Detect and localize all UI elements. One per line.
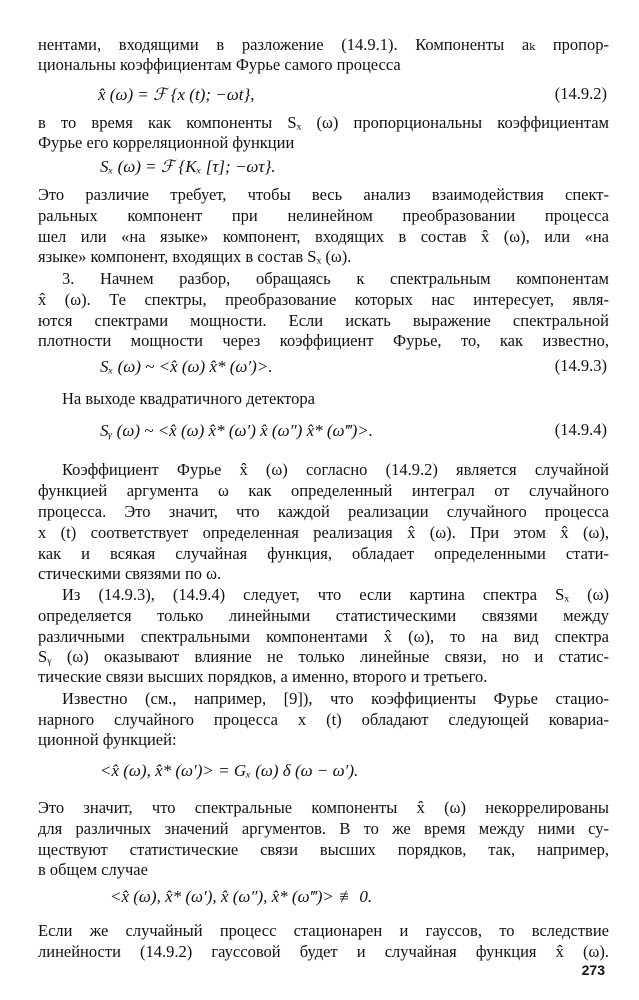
text-line: Из (14.9.3), (14.9.4) следует, что если картина спектра Sₓ (ω) xyxy=(62,585,609,604)
text-line: ществуют статистические связи высших порядков, так, например, xyxy=(38,840,609,859)
text-line: ральных компонент при нелинейном преобразовании процесса xyxy=(38,206,609,225)
text-line: циональны коэффициентам Фурье самого процесса xyxy=(38,55,401,74)
text-line: функцией аргумента ω как определенный интеграл от случайного xyxy=(38,481,609,500)
text-line: плотности мощности через коэффициент Фурье, то, как известно, xyxy=(38,331,609,350)
text-line: нарного случайного процесса x (t) обладают следующей ковариа- xyxy=(38,710,609,729)
text-line: для различных значений аргументов. В то же время между ними су- xyxy=(38,819,609,838)
text-line: шел или «на языке» компонент, входящих в состав x̂ (ω), или «на xyxy=(38,227,609,246)
text-line: ционной функцией: xyxy=(38,730,177,749)
text-line: как и всякая случайная функция, обладает определенными стати- xyxy=(38,544,609,563)
text-line: Коэффициент Фурье x̂ (ω) согласно (14.9.2) является случайной xyxy=(62,460,609,479)
text-line: На выходе квадратичного детектора xyxy=(62,389,315,408)
text-line: Если же случайный процесс стационарен и гауссов, то вследствие xyxy=(38,921,609,940)
text-line: определяется только линейными статистическими связями между xyxy=(38,606,609,625)
text-line: в общем случае xyxy=(38,860,148,879)
text-line: нентами, входящими в разложение (14.9.1). Компоненты aₖ пропор- xyxy=(38,35,609,54)
formula-fourier-s: Sₓ (ω) = ℱ {Kₓ [τ]; −ωτ}. xyxy=(100,157,276,176)
text-line: 3. Начнем разбор, обращаясь к спектральным компонентам xyxy=(62,269,609,288)
page-number: 273 xyxy=(581,962,605,978)
text-line: Sᵧ (ω) оказывают влияние не только линейные связи, но и статис- xyxy=(38,647,609,666)
text-line: стическими связями по ω. xyxy=(38,564,222,583)
text-line: Это значит, что спектральные компоненты x̂ (ω) некоррелированы xyxy=(38,798,609,817)
text-line: различными спектральными компонентами x̂ (ω), то на вид спектра xyxy=(38,627,609,646)
text-line: ются спектрами мощности. Если искать выражение спектральной xyxy=(38,311,609,330)
text-line: в то время как компоненты Sₓ (ω) пропорциональны коэффициентам xyxy=(38,113,609,132)
formula-fourier-x: x̂ (ω) = ℱ {x (t); −ωt}, xyxy=(98,85,255,104)
text-line: Фурье его корреляционной функции xyxy=(38,133,295,152)
formula-spectrum-y: Sᵧ (ω) ~ <x̂ (ω) x̂* (ω′) x̂ (ω″) x̂* (ω‴)>. xyxy=(100,421,374,440)
text-line: Это различие требует, чтобы весь анализ взаимодействия спект- xyxy=(38,185,609,204)
equation-number: (14.9.4) xyxy=(554,420,607,439)
text-line: тические связи высших порядков, а именно, второго и третьего. xyxy=(38,667,488,686)
text-line: x̂ (ω). Те спектры, преобразование которых нас интересует, явля- xyxy=(38,290,609,309)
text-line: x (t) соответствует определенная реализация x̂ (ω). При этом x̂ (ω), xyxy=(38,523,609,542)
formula-higher-order: <x̂ (ω), x̂* (ω′), x̂ (ω″), x̂* (ω‴)> ≢ 0. xyxy=(110,887,373,906)
equation-number: (14.9.2) xyxy=(554,84,607,103)
formula-covariance: <x̂ (ω), x̂* (ω′)> = Gₓ (ω) δ (ω − ω′). xyxy=(100,761,359,780)
formula-spectrum-x: Sₓ (ω) ~ <x̂ (ω) x̂* (ω′)>. xyxy=(100,357,273,376)
text-line: процесса. Это значит, что каждой реализации случайного процесса xyxy=(38,502,609,521)
equation-number: (14.9.3) xyxy=(554,356,607,375)
text-line: языке» компонент, входящих в состав Sₓ (ω). xyxy=(38,247,352,266)
text-line: Известно (см., например, [9]), что коэффициенты Фурье стацио- xyxy=(62,689,609,708)
text-line: линейности (14.9.2) гауссовой будет и случайная функция x̂ (ω). xyxy=(38,942,609,961)
